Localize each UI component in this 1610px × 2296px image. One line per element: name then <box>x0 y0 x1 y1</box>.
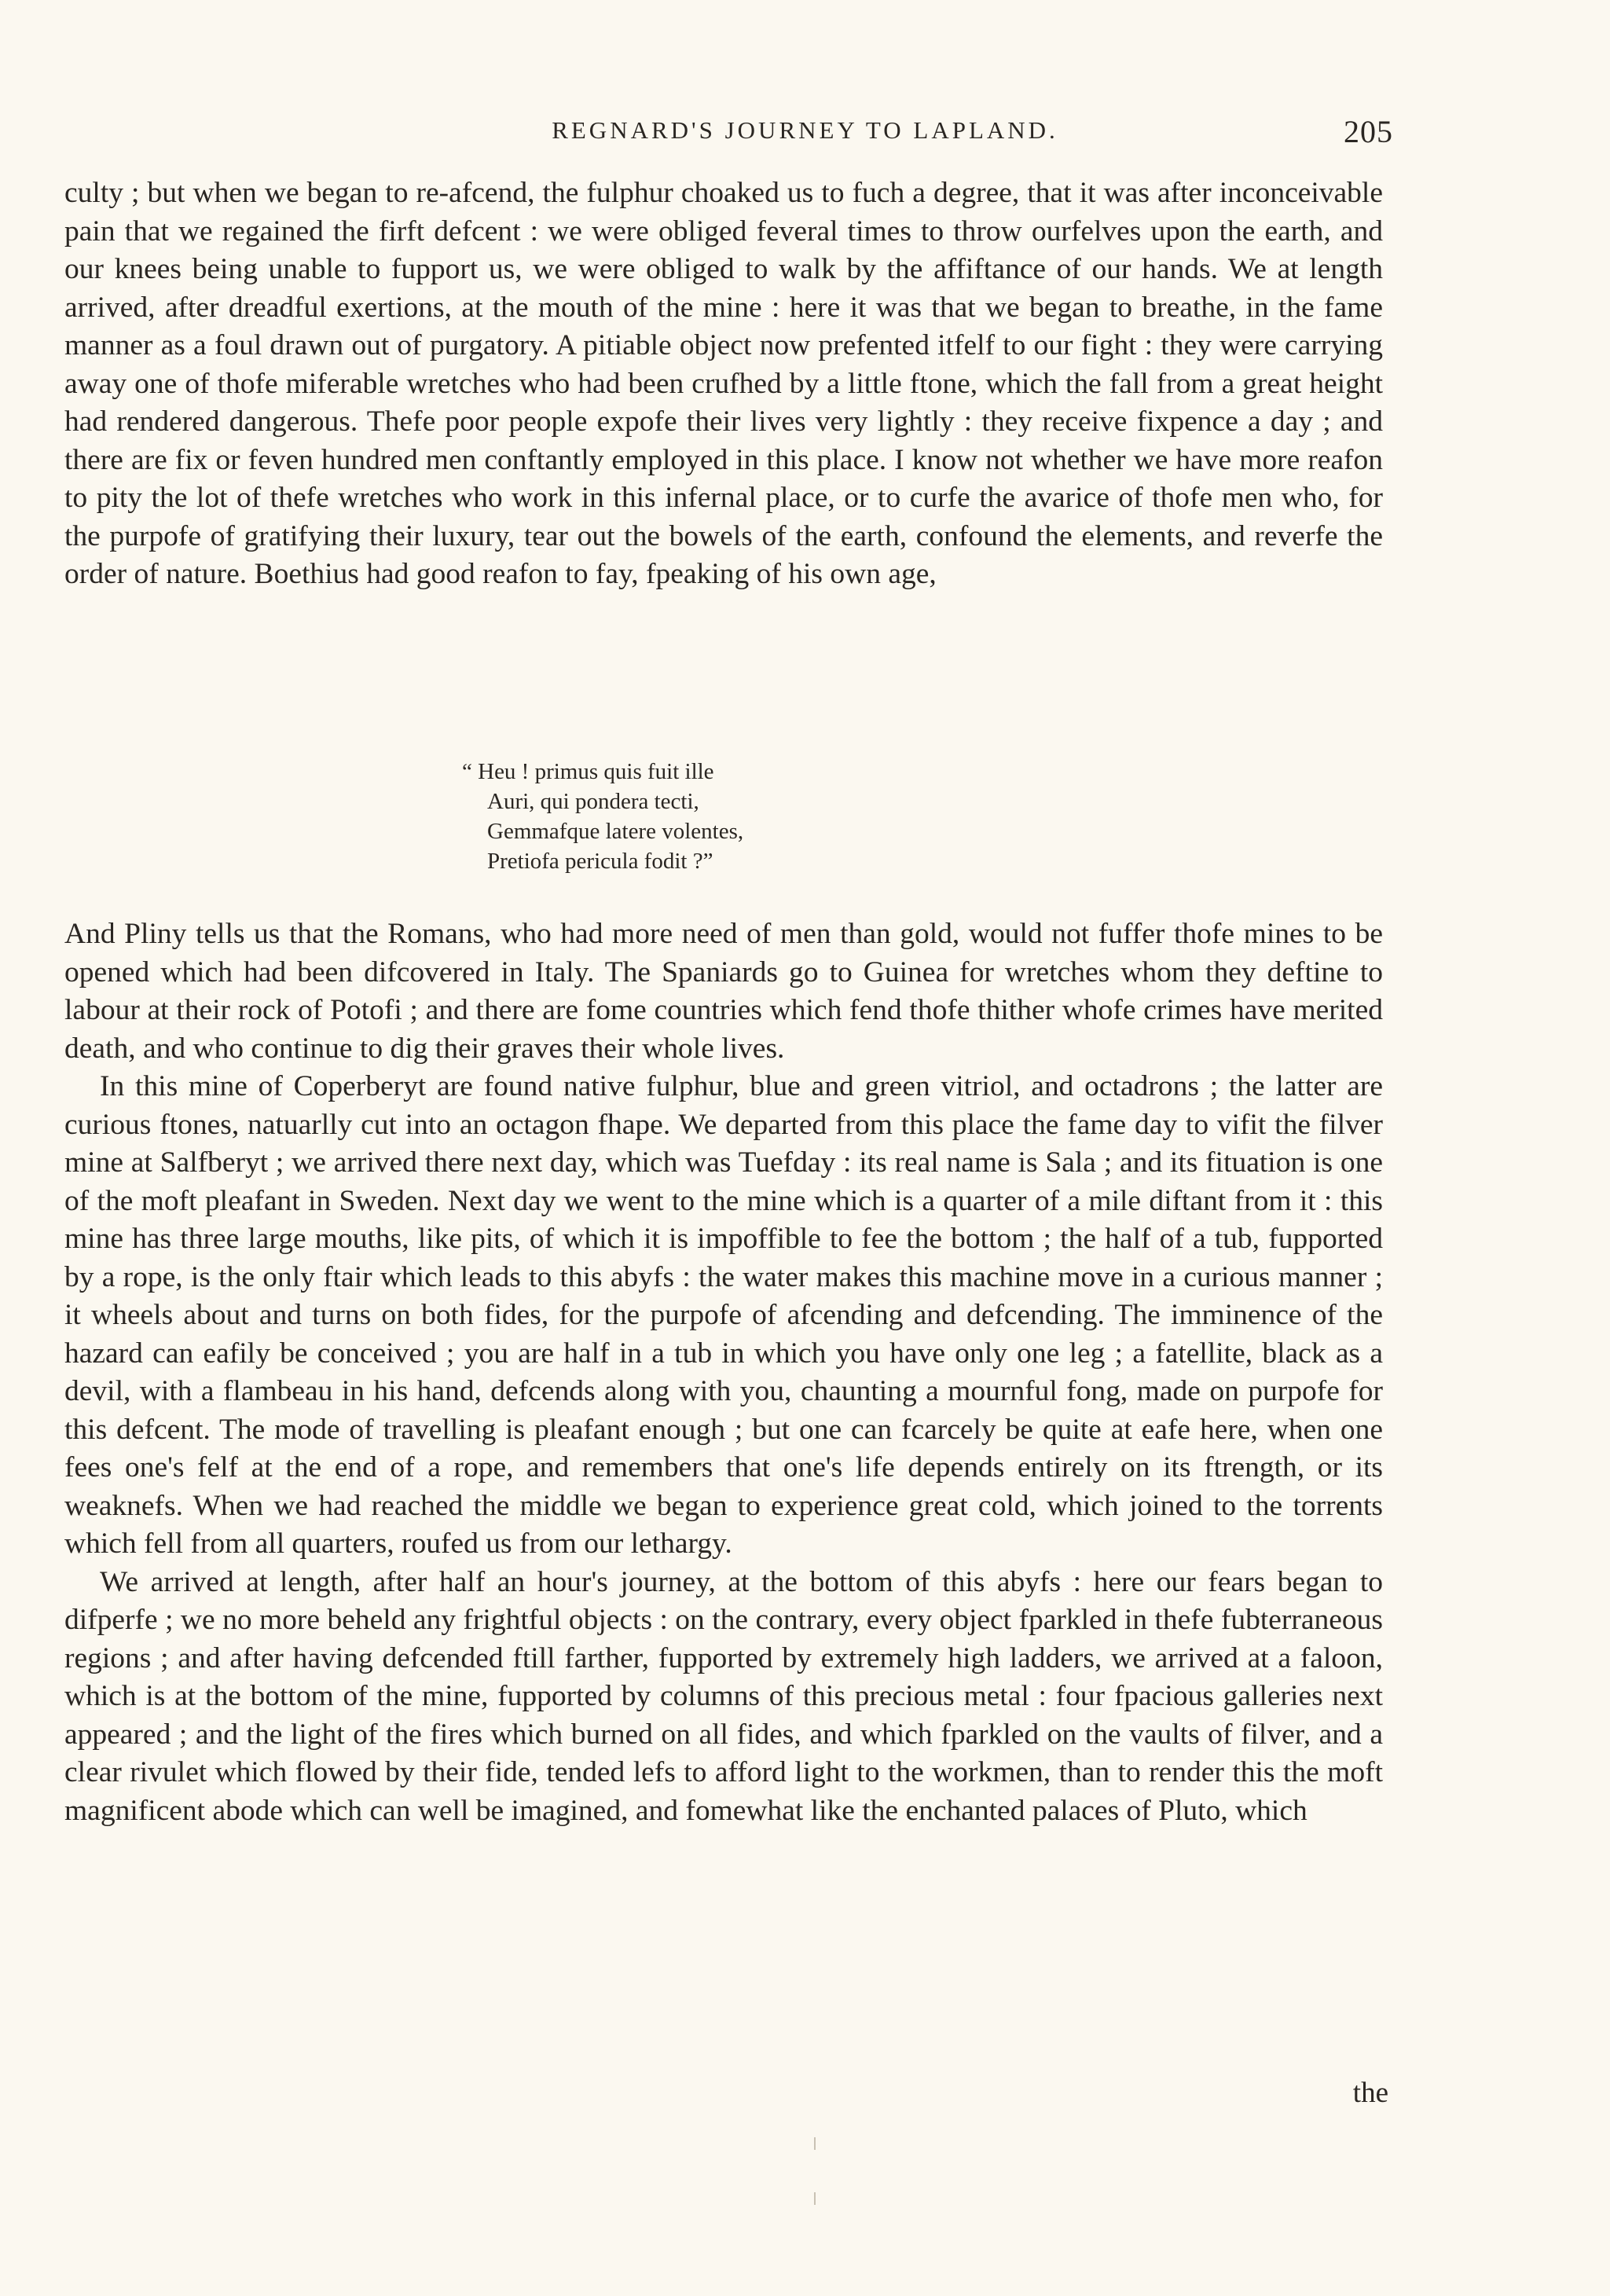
quote-line: Pretiofa pericula fodit ?” <box>487 849 713 874</box>
paragraph: culty ; but when we began to re-afcend, the fulphur choaked us to fuch a degree, that it was after inconceivable pain that we regained the firft defcent : we were obliged feveral times to throw ourfelves upon the earth, and our knees being unable to fupport us, we were obliged to walk by the affiftance of our hands. We at length arrived, after dreadful exertions, at the mouth of the mine : here it was that we began to breathe, in the fame manner as a foul drawn out of purgatory. A pitiable object now prefented itfelf to our fight : they were carrying away one of thofe miferable wretches who had been crufhed by a little ftone, which the fall from a great height had rendered dangerous. Thefe poor people expofe their lives very lightly : they receive fixpence a day ; and there are fix or feven hundred men conftantly employed in this place. I know not whether we have more reafon to pity the lot of thefe wretches who work in this infernal place, or to curfe the avarice of thofe men who, for the purpofe of gratifying their luxury, tear out the bowels of the earth, confound the elements, and reverfe the order of nature. Boethius had good reafon to fay, fpeaking of his own age, <box>64 177 1383 590</box>
running-head <box>0 116 1610 156</box>
quote-line: “ Heu ! primus quis fuit ille <box>462 759 714 784</box>
text-block-top <box>64 174 1383 594</box>
text-block-bottom <box>64 915 1383 1830</box>
paragraph: We arrived at length, after half an hour's journey, at the bottom of this abyfs : here our fears began to difperfe ; we no more beheld any frightful objects : on the contrary, every object fparkled in thefe fubterraneous regions ; and after having defcended ftill farther, fupported by extremely high ladders, we arrived at a faloon, which is at the bottom of the mine, fupported by columns of this precious metal : four fpacious galleries next appeared ; and the light of the fires which burned on all fides, and which fparkled on the vaults of filver, and a clear rivulet which flowed by their fide, tended lefs to afford light to the workmen, than to render this the moft magnificent abode which can well be imagined, and fomewhat like the enchanted palaces of Pluto, which <box>64 1565 1383 1827</box>
paper-mark <box>814 2137 816 2150</box>
quote-line: Auri, qui pondera tecti, <box>487 789 699 814</box>
latin-quotation <box>462 757 744 876</box>
quote-line: Gemmafque latere volentes, <box>487 819 744 844</box>
paper-mark <box>814 2192 816 2205</box>
page-number: 205 <box>1344 114 1393 149</box>
paragraph: In this mine of Coperberyt are found native fulphur, blue and green vitriol, and octadrons ; the latter are curious ftones, natuarlly cut into an octagon fhape. We departed from this place the fame day to vifit the filver mine at Salfberyt ; we arrived there next day, which was Tuefday : its real name is Sala ; and its fituation is one of the moft pleafant in Sweden. Next day we went to the mine which is a quarter of a mile diftant from it : this mine has three large mouths, like pits, of which it is impoffible to fee the bottom ; the half of a tub, fupported by a rope, is the only ftair which leads to this abyfs : the water makes this machine move in a curious manner ; it wheels about and turns on both fides, for the purpofe of afcending and defcending. The imminence of the hazard can eafily be conceived ; you are half in a tub in which you have only one leg ; a fatellite, black as a devil, with a flambeau in his hand, defcends along with you, chaunting a mournful fong, made on purpofe for this defcent. The mode of travelling is pleafant enough ; but one can fcarcely be quite at eafe here, when one fees one's felf at the end of a rope, and remembers that one's life depends entirely on its ftrength, or its weaknefs. When we had reached the middle we began to experience great cold, which joined to the torrents which fell from all quarters, roufed us from our lethargy. <box>64 1070 1383 1560</box>
paragraph: And Pliny tells us that the Romans, who had more need of men than gold, would not fuffer thofe mines to be opened which had been difcovered in Italy. The Spaniards go to Guinea for wretches whom they deftine to labour at their rock of Potofi ; and there are fome countries which fend thofe thither whofe crimes have merited death, and who continue to dig their graves their whole lives. <box>64 918 1383 1065</box>
catchword: the <box>1352 2077 1388 2109</box>
running-title: REGNARD'S JOURNEY TO LAPLAND. <box>552 116 1058 144</box>
